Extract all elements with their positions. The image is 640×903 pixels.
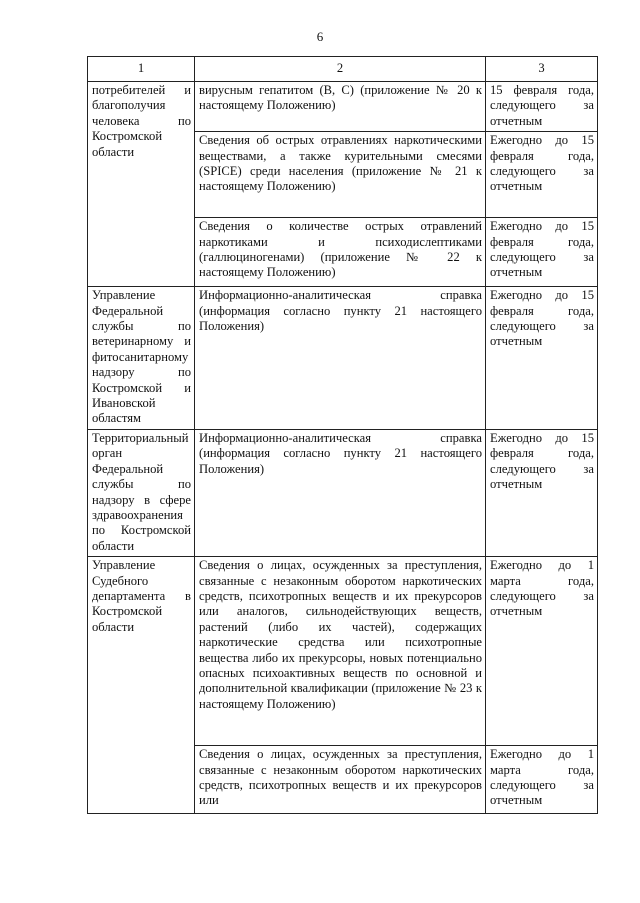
deadline-cell: Ежегодно до 1 марта года, следующего за отчетным (486, 557, 598, 746)
deadline-cell: Ежегодно до 1 марта года, следующего за отчетным (486, 746, 598, 814)
organization-cell: потребителей и благополучия человека по Костромской области (88, 82, 195, 287)
column-header-3: 3 (486, 57, 598, 82)
table-row (88, 429, 598, 556)
page-number: 6 (316, 29, 324, 44)
info-cell: вирусным гепатитом (B, C) (приложение № 20 к настоящему Положению) (195, 82, 486, 132)
header-row (88, 57, 598, 82)
table-row (88, 82, 598, 132)
reporting-table (87, 56, 598, 814)
deadline-cell: Ежегодно до 15 февраля года, следующего за отчетным (486, 429, 598, 556)
deadline-cell: Ежегодно до 15 февраля года, следующего за отчетным (486, 132, 598, 218)
deadline-cell: 15 февраля года, следующего за отчетным (486, 82, 598, 132)
info-cell: Информационно-аналитическая справка (информация согласно пункту 21 настоящего Положения) (195, 287, 486, 430)
organization-cell: Территориальный орган Федеральной службы по надзору в сфере здравоохранения по Костромской области (88, 429, 195, 556)
column-header-1: 1 (88, 57, 195, 82)
organization-cell: Управление Судебного департамента в Костромской области (88, 557, 195, 814)
column-header-2: 2 (195, 57, 486, 82)
deadline-cell: Ежегодно до 15 февраля года, следующего за отчетным (486, 287, 598, 430)
table-row (88, 287, 598, 430)
info-cell: Сведения о количестве острых отравлений наркотиками и психодислептиками (галлюциногенами) (приложение № 22 к настоящему Положению) (195, 218, 486, 287)
organization-cell: Управление Федеральной службы по ветеринарному и фитосанитарному надзору по Костромской и Ивановской областям (88, 287, 195, 430)
table-row (88, 557, 598, 746)
info-cell: Сведения о лицах, осужденных за преступления, связанные с незаконным оборотом наркотических средств, психотропных веществ и их прекурсоров или (195, 746, 486, 814)
deadline-cell: Ежегодно до 15 февраля года, следующего за отчетным (486, 218, 598, 287)
info-cell: Сведения об острых отравлениях наркотическими веществами, а также курительными смесями (SPICE) среди населения (приложение № 21 к настоящему Положению) (195, 132, 486, 218)
info-cell: Сведения о лицах, осужденных за преступления, связанные с незаконным оборотом наркотических средств, психотропных веществ и их прекурсоров или аналогов, сильнодействующих веществ, растений (либо их частей), содержащих наркотические средства или психотропные вещества либо их прекурсоры, новых потенциально опасных психоактивных веществ по основной и дополнительной квалификации (приложение № 23 к настоящему Положению) (195, 557, 486, 746)
info-cell: Информационно-аналитическая справка (информация согласно пункту 21 настоящего Положения) (195, 429, 486, 556)
